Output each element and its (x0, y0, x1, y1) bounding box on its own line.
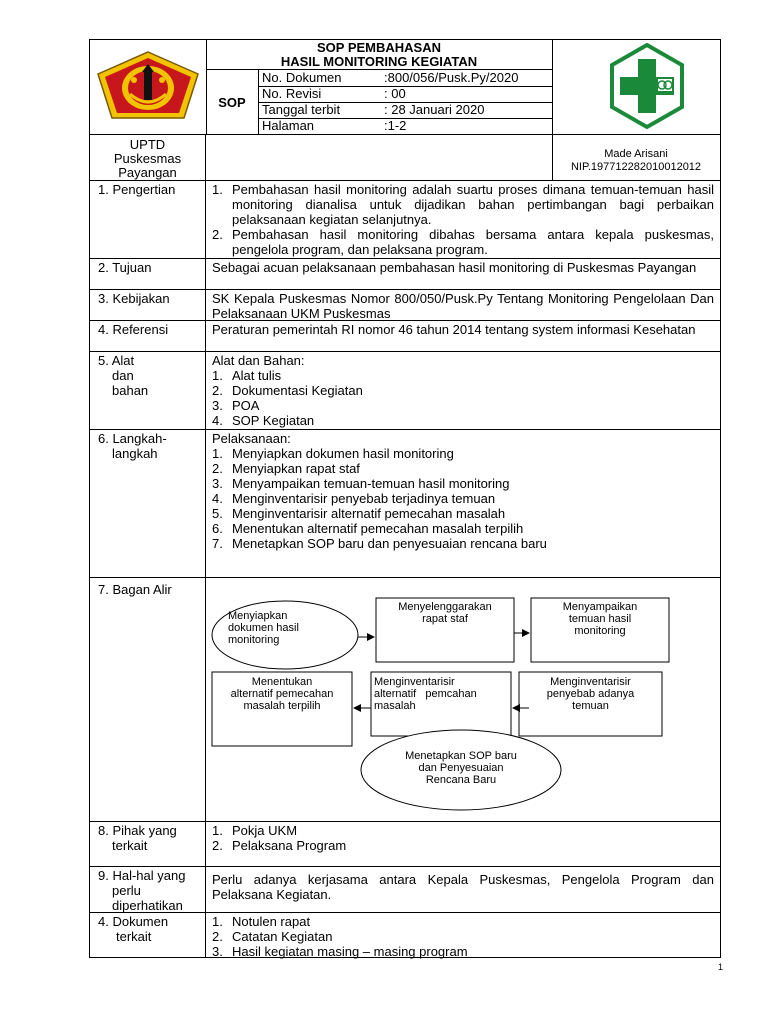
meta-row-halaman: Halaman :1-2 (262, 118, 407, 133)
row-content: Perlu adanya kerjasama antara Kepala Puskesmas, Pengelola Program dan Pelaksana Kegiatan. (212, 872, 714, 902)
meta-row-revisi: No. Revisi : 00 (258, 86, 552, 103)
row-label: 2. Tujuan (90, 258, 206, 289)
list-item: 1. Pembahasan hasil monitoring adalah suartu proses dimana temuan-temuan hasil monitoring dianalisa untuk dijadikan bahan pertimbangan bagi perbaikan pelaksanaan kegiatan selanjutnya. (212, 182, 714, 227)
flow-node-rapat: Menyelenggarakan rapat staf (398, 601, 492, 625)
row-content: SK Kepala Puskesmas Nomor 800/050/Pusk.Py Tentang Monitoring Pengelolaan Dan Pelaksanaan UKM Puskesmas (212, 291, 714, 321)
row-content: Alat dan Bahan: 1. Alat tulis 2. Dokumentasi Kegiatan 3. POA 4. SOP Kegiatan (206, 351, 720, 429)
gianyar-emblem-icon (94, 50, 202, 122)
list-item: 1. Menyiapkan dokumen hasil monitoring (212, 446, 454, 461)
list-item: 2. Catatan Kegiatan (212, 929, 333, 944)
puskesmas-logo-cell (552, 40, 720, 134)
row-content: Peraturan pemerintah RI nomor 46 tahun 2014 tentang system informasi Kesehatan (212, 322, 696, 337)
row-content: Sebagai acuan pelaksanaan pembahasan hasil monitoring di Puskesmas Payangan (212, 260, 697, 275)
list-item: 4. Menginventarisir penyebab terjadinya temuan (212, 491, 496, 506)
row-bagan-alir (90, 577, 720, 822)
list-item: 1. Notulen rapat (212, 914, 311, 929)
list-item: 2. Pelaksana Program (212, 838, 347, 853)
signature-space (206, 135, 553, 180)
sop-body-table (89, 180, 721, 958)
row-pengertian (90, 180, 720, 259)
list-item: 3. POA (212, 398, 260, 413)
meta-row-dokumen: No. Dokumen :800/056/Pusk.Py/2020 (258, 70, 552, 87)
sop-label: SOP (206, 70, 259, 134)
regional-emblem-cell (90, 40, 207, 134)
row-kebijakan (90, 289, 720, 321)
header-subrow (89, 134, 721, 181)
row-label: 8. Pihak yang terkait (90, 821, 206, 866)
list-item: 2. Pembahasan hasil monitoring dibahas bersama antara kepala puskesmas, pengelola program, dan pelaksana program. (212, 227, 714, 257)
row-label: 6. Langkah- langkah (90, 429, 206, 577)
page-number: 1 (718, 962, 724, 972)
row-pihak-terkait (90, 821, 720, 867)
row-content: Pelaksanaan: 1. Menyiapkan dokumen hasil monitoring 2. Menyiapkan rapat staf 3. Menyampaikan temuan-temuan hasil monitoring 4. Menginventarisir penyebab terjadinya temuan 5. Menginventarisir alternatif pemecahan masalah 6. Menentukan alternatif pemecahan masalah terpilih 7. Menetapkan SOP baru dan penyesuaian rencana baru (206, 429, 720, 577)
flow-node-sop-baru: Menetapkan SOP baru dan Penyesuaian Rencana Baru (405, 750, 517, 786)
flow-node-sampaikan: Menyampaikan temuan hasil monitoring (562, 601, 638, 637)
row-content (206, 821, 720, 866)
row-content (206, 912, 720, 958)
header-title-block (206, 40, 553, 134)
list-item: 2. Dokumentasi Kegiatan (212, 383, 363, 398)
row-label: 4. Referensi (90, 320, 206, 351)
meta-row-tanggal: Tanggal terbit : 28 Januari 2020 (258, 102, 552, 119)
signer-block: Made Arisani NIP.197712282010012012 (570, 148, 702, 173)
row-alat-bahan (90, 351, 720, 430)
row-langkah (90, 429, 720, 578)
row-label: 9. Hal-hal yang perlu diperhatikan (90, 866, 206, 912)
puskesmas-logo-icon (602, 43, 692, 131)
list-item: 3. Hasil kegiatan masing – masing program (212, 944, 468, 959)
row-referensi (90, 320, 720, 352)
flow-node-penyebab: Menginventarisir penyebab adanya temuan (546, 676, 635, 712)
unit-name: UPTD Puskesmas Payangan (90, 135, 206, 180)
list-item: 2. Menyiapkan rapat staf (212, 461, 360, 476)
list-item: 6. Menentukan alternatif pemecahan masalah terpilih (212, 521, 524, 536)
row-dokumen-terkait (90, 912, 720, 958)
row-content (206, 180, 720, 258)
row-hal-diperhatikan (90, 866, 720, 913)
row-label: 3. Kebijakan (90, 289, 206, 320)
list-item: 5. Menginventarisir alternatif pemecahan masalah (212, 506, 506, 521)
list-item: 7. Menetapkan SOP baru dan penyesuaian rencana baru (212, 536, 547, 551)
flowchart (206, 577, 720, 821)
list-item: 3. Menyampaikan temuan-temuan hasil monitoring (212, 476, 510, 491)
flow-node-alternatif: Menginventarisir alternatif pemcahan masalah (374, 676, 477, 712)
row-label: 5. Alat dan bahan (90, 351, 206, 429)
row-label: 4. Dokumen terkait (90, 912, 206, 958)
row-tujuan (90, 258, 720, 290)
document-meta-table (258, 70, 552, 134)
flow-node-siapkan: Menyiapkan dokumen hasil monitoring (228, 610, 299, 646)
list-item: 1. Alat tulis (212, 368, 282, 383)
list-item: 4. SOP Kegiatan (212, 413, 315, 428)
list-item: 1. Pokja UKM (212, 823, 298, 838)
sop-header (89, 39, 721, 135)
document-title: SOP PEMBAHASAN HASIL MONITORING KEGIATAN (206, 40, 552, 70)
row-label: 7. Bagan Alir (90, 577, 206, 821)
row-label: 1. Pengertian (90, 180, 206, 258)
flow-node-terpilih: Menentukan alternatif pemecahan masalah terpilih (230, 676, 334, 712)
